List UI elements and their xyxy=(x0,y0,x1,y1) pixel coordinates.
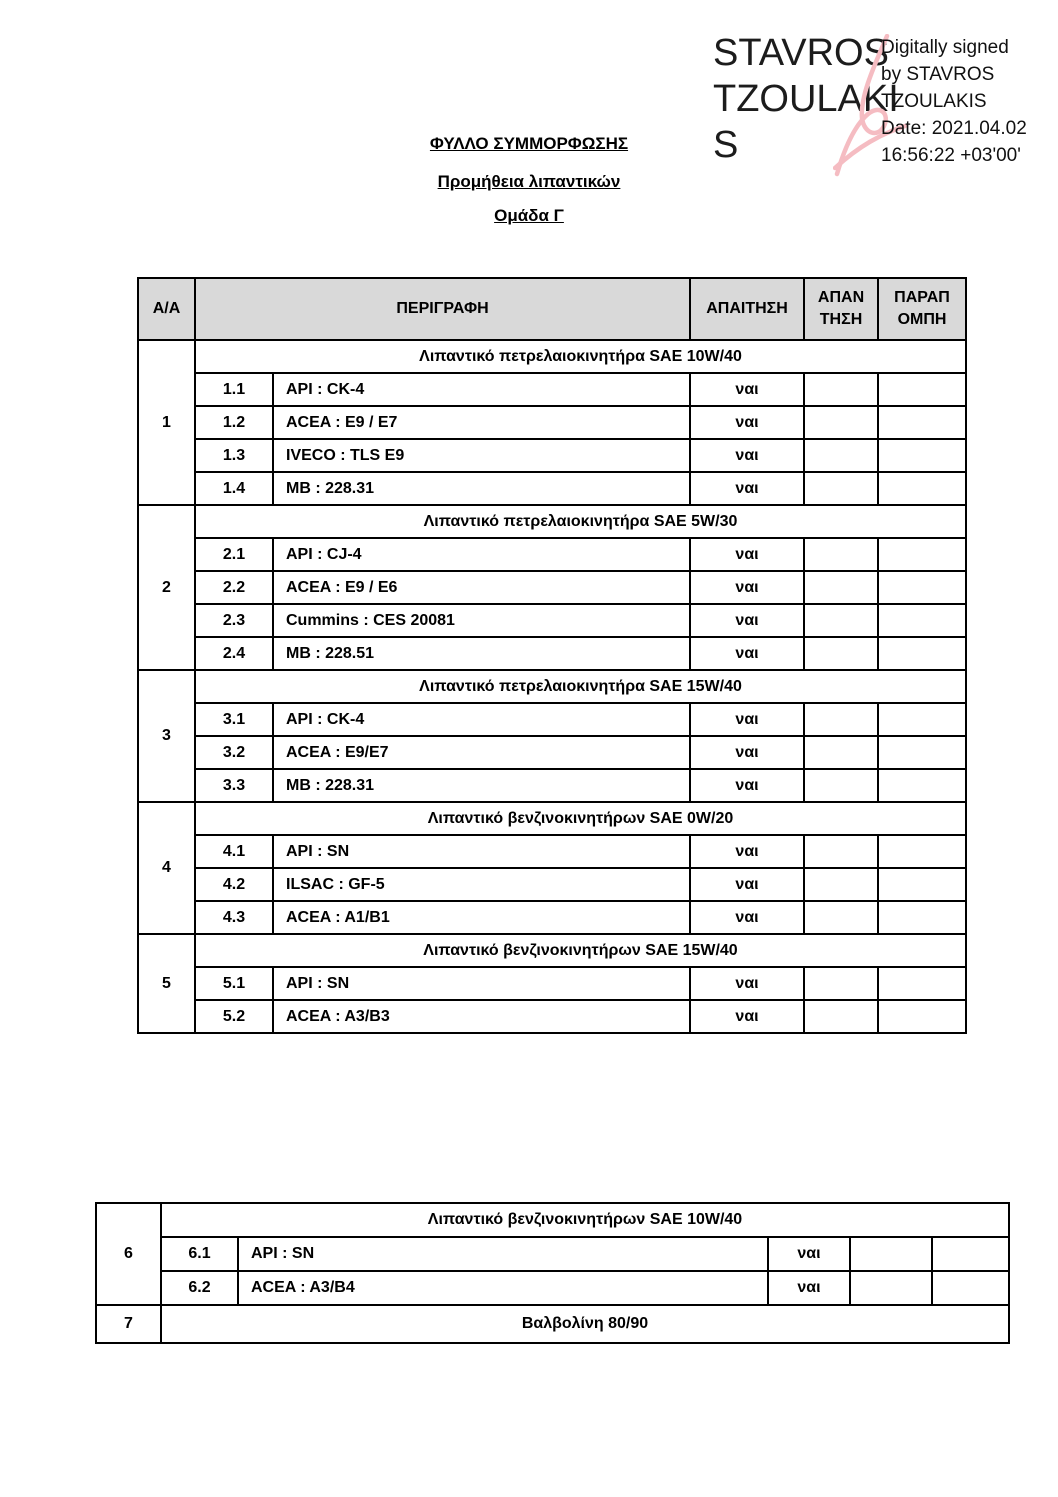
item-spec: ILSAC : GF-5 xyxy=(273,868,690,901)
answer-cell xyxy=(804,604,878,637)
reference-cell xyxy=(878,604,966,637)
table-row xyxy=(96,1237,1009,1271)
section-number: 1 xyxy=(138,340,195,505)
section-header-row xyxy=(138,505,966,538)
reference-cell xyxy=(878,439,966,472)
section-title: Λιπαντικό πετρελαιοκινητήρα SAE 10W/40 xyxy=(195,340,966,373)
document-subtitle: Προμήθεια λιπαντικών xyxy=(437,172,621,191)
requirement-value: ναι xyxy=(690,835,804,868)
section-header-row xyxy=(138,934,966,967)
item-spec: API : SN xyxy=(273,835,690,868)
requirement-value: ναι xyxy=(690,637,804,670)
requirement-value: ναι xyxy=(690,1000,804,1033)
reference-cell xyxy=(878,835,966,868)
signature-details-line: 16:56:22 +03'00' xyxy=(881,145,1021,166)
answer-cell xyxy=(850,1237,932,1271)
requirement-value: ναι xyxy=(690,901,804,934)
signature-name-line: TZOULAKI xyxy=(713,78,899,120)
table-row xyxy=(138,1000,966,1033)
table-row xyxy=(138,637,966,670)
requirement-value: ναι xyxy=(690,868,804,901)
item-spec: MB : 228.51 xyxy=(273,637,690,670)
section-number: 6 xyxy=(96,1203,161,1305)
section-title: Λιπαντικό πετρελαιοκινητήρα SAE 15W/40 xyxy=(195,670,966,703)
item-number: 2.2 xyxy=(195,571,273,604)
table-row xyxy=(138,835,966,868)
section-title: Λιπαντικό βενζινοκινητήρων SAE 10W/40 xyxy=(161,1203,1009,1237)
item-number: 4.3 xyxy=(195,901,273,934)
reference-cell xyxy=(932,1237,1009,1271)
reference-cell xyxy=(878,637,966,670)
item-spec: ACEA : A3/B3 xyxy=(273,1000,690,1033)
col-header-description: ΠΕΡΙΓΡΑΦΗ xyxy=(195,278,690,340)
section-header-row xyxy=(138,340,966,373)
item-spec: API : CK-4 xyxy=(273,703,690,736)
section-title: Λιπαντικό πετρελαιοκινητήρα SAE 5W/30 xyxy=(195,505,966,538)
requirement-value: ναι xyxy=(690,472,804,505)
item-spec: IVECO : TLS E9 xyxy=(273,439,690,472)
item-number: 2.3 xyxy=(195,604,273,637)
section-header-row xyxy=(138,670,966,703)
document-title: ΦΥΛΛΟ ΣΥΜΜΟΡΦΩΣΗΣ xyxy=(429,134,629,153)
section-number: 2 xyxy=(138,505,195,670)
compliance-table-continued xyxy=(95,1202,1010,1344)
item-spec: ACEA : E9 / E7 xyxy=(273,406,690,439)
requirement-value: ναι xyxy=(690,703,804,736)
table-row xyxy=(138,769,966,802)
reference-cell xyxy=(878,868,966,901)
item-spec: Cummins : CES 20081 xyxy=(273,604,690,637)
requirement-value: ναι xyxy=(690,538,804,571)
table-row xyxy=(138,868,966,901)
requirement-value: ναι xyxy=(690,571,804,604)
section-number: 4 xyxy=(138,802,195,934)
answer-cell xyxy=(804,439,878,472)
answer-cell xyxy=(804,472,878,505)
table-row xyxy=(138,472,966,505)
answer-cell xyxy=(804,406,878,439)
section-number: 7 xyxy=(96,1305,161,1343)
requirement-value: ναι xyxy=(690,604,804,637)
answer-cell xyxy=(804,571,878,604)
answer-cell xyxy=(804,967,878,1000)
item-number: 3.2 xyxy=(195,736,273,769)
document-group-title: Ομάδα Γ xyxy=(494,206,564,225)
item-number: 5.1 xyxy=(195,967,273,1000)
reference-cell xyxy=(878,538,966,571)
reference-cell xyxy=(878,571,966,604)
col-header-reference xyxy=(878,278,966,340)
table-row xyxy=(96,1271,1009,1305)
item-number: 3.1 xyxy=(195,703,273,736)
requirement-value: ναι xyxy=(768,1271,850,1305)
item-number: 1.2 xyxy=(195,406,273,439)
signature-name-line: STAVROS xyxy=(713,32,889,74)
digital-signature-block[interactable] xyxy=(705,28,1053,180)
item-spec: ACEA : A3/B4 xyxy=(238,1271,768,1305)
item-number: 2.1 xyxy=(195,538,273,571)
col-header-index: Α/Α xyxy=(138,278,195,340)
reference-cell xyxy=(878,472,966,505)
col-header-answer xyxy=(804,278,878,340)
table-row xyxy=(138,901,966,934)
compliance-table xyxy=(137,277,967,1034)
answer-cell xyxy=(804,868,878,901)
signature-details-line: TZOULAKIS xyxy=(881,91,987,112)
answer-cell xyxy=(804,736,878,769)
col-header-requirement: ΑΠΑΙΤΗΣΗ xyxy=(690,278,804,340)
item-spec: ACEA : E9 / E6 xyxy=(273,571,690,604)
item-spec: ACEA : A1/B1 xyxy=(273,901,690,934)
reference-cell xyxy=(932,1271,1009,1305)
table-header-row xyxy=(138,278,966,340)
section-header-row xyxy=(138,802,966,835)
item-number: 1.3 xyxy=(195,439,273,472)
item-number: 6.2 xyxy=(161,1271,238,1305)
requirement-value: ναι xyxy=(690,736,804,769)
section-number: 5 xyxy=(138,934,195,1033)
col-header-answer-line: ΤΗΣΗ xyxy=(819,311,863,328)
requirement-value: ναι xyxy=(690,439,804,472)
section-title: Λιπαντικό βενζινοκινητήρων SAE 15W/40 xyxy=(195,934,966,967)
col-header-answer-line: ΑΠΑΝ xyxy=(817,289,865,306)
table-row xyxy=(138,703,966,736)
table-row xyxy=(138,439,966,472)
table-row xyxy=(138,538,966,571)
table-row xyxy=(138,967,966,1000)
item-spec: MB : 228.31 xyxy=(273,769,690,802)
requirement-value: ναι xyxy=(768,1237,850,1271)
signature-details-line: Digitally signed xyxy=(881,37,1009,58)
item-number: 1.4 xyxy=(195,472,273,505)
table-row xyxy=(138,373,966,406)
col-header-reference-line: ΠΑΡΑΠ xyxy=(894,289,950,306)
reference-cell xyxy=(878,406,966,439)
reference-cell xyxy=(878,901,966,934)
section-title: Βαλβολίνη 80/90 xyxy=(161,1305,1009,1343)
item-number: 4.2 xyxy=(195,868,273,901)
reference-cell xyxy=(878,967,966,1000)
requirement-value: ναι xyxy=(690,373,804,406)
answer-cell xyxy=(804,769,878,802)
item-spec: ACEA : E9/E7 xyxy=(273,736,690,769)
table-row xyxy=(138,604,966,637)
answer-cell xyxy=(804,373,878,406)
reference-cell xyxy=(878,373,966,406)
item-spec: MB : 228.31 xyxy=(273,472,690,505)
item-number: 3.3 xyxy=(195,769,273,802)
reference-cell xyxy=(878,736,966,769)
item-number: 1.1 xyxy=(195,373,273,406)
item-spec: API : CK-4 xyxy=(273,373,690,406)
item-spec: API : SN xyxy=(273,967,690,1000)
col-header-reference-line: ΟΜΠΗ xyxy=(897,311,947,328)
requirement-value: ναι xyxy=(690,769,804,802)
section-number: 3 xyxy=(138,670,195,802)
answer-cell xyxy=(804,637,878,670)
section-header-row xyxy=(96,1203,1009,1237)
table-row xyxy=(138,736,966,769)
answer-cell xyxy=(804,703,878,736)
requirement-value: ναι xyxy=(690,967,804,1000)
table-row xyxy=(138,406,966,439)
section-row-valvoline xyxy=(96,1305,1009,1343)
item-number: 6.1 xyxy=(161,1237,238,1271)
section-title: Λιπαντικό βενζινοκινητήρων SAE 0W/20 xyxy=(195,802,966,835)
answer-cell xyxy=(804,835,878,868)
answer-cell xyxy=(804,1000,878,1033)
item-number: 5.2 xyxy=(195,1000,273,1033)
item-number: 2.4 xyxy=(195,637,273,670)
reference-cell xyxy=(878,1000,966,1033)
signature-details-line: by STAVROS xyxy=(881,64,995,85)
table-row xyxy=(138,571,966,604)
requirement-value: ναι xyxy=(690,406,804,439)
answer-cell xyxy=(850,1271,932,1305)
reference-cell xyxy=(878,769,966,802)
item-number: 4.1 xyxy=(195,835,273,868)
signature-name-line: S xyxy=(713,124,739,166)
answer-cell xyxy=(804,901,878,934)
reference-cell xyxy=(878,703,966,736)
signature-details-line: Date: 2021.04.02 xyxy=(881,118,1027,139)
answer-cell xyxy=(804,538,878,571)
item-spec: API : CJ-4 xyxy=(273,538,690,571)
item-spec: API : SN xyxy=(238,1237,768,1271)
